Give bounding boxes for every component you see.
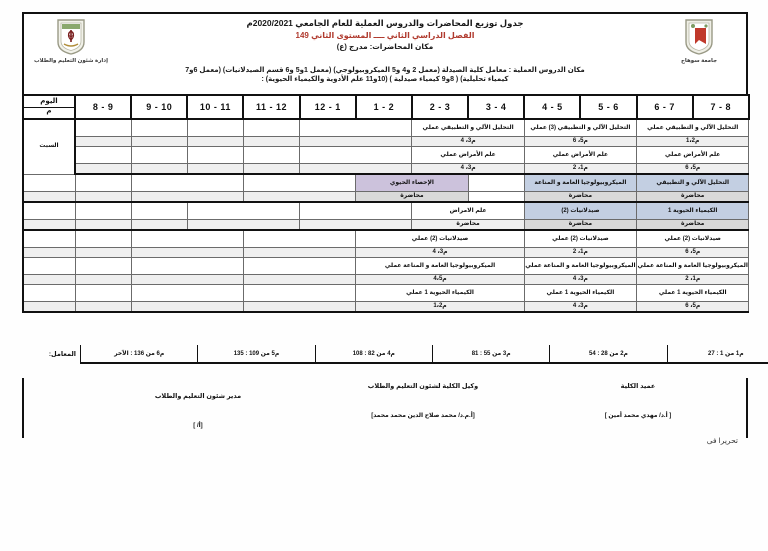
session-group-cell: محاضرة	[524, 192, 636, 203]
table-row	[23, 119, 749, 137]
session-cell	[75, 258, 131, 275]
faculty-logo-block	[28, 18, 114, 64]
session-cell	[300, 202, 412, 220]
signature-name: [أ/ ]	[193, 423, 203, 429]
session-cell: الكيمياء الحيوية 1 عملي	[637, 285, 749, 302]
crest-faculty-of-pharmacy-icon	[56, 18, 86, 56]
time-slot-header: 4 - 3	[468, 95, 524, 119]
lab-section-range: م5 من 109 : 135	[198, 345, 315, 363]
session-cell: علم الأمراض عملي	[637, 147, 749, 164]
session-cell: التحليل الآلي و التطبيقي عملي	[637, 119, 749, 137]
session-group-cell	[23, 302, 75, 313]
table-row	[23, 147, 749, 164]
session-group-cell	[75, 248, 131, 258]
session-cell: الميكروبيولوجيا العامة و المناعة عملي	[356, 258, 524, 275]
session-cell: صيدلانيات (2) عملي	[524, 230, 636, 248]
signature-title: وكيل الكلية لشئون التعليم والطلاب	[367, 383, 479, 390]
session-group-cell	[243, 137, 299, 147]
session-cell: الميكروبيولوجيا العامة و المناعة عملي	[637, 258, 749, 275]
signature-block-dean	[548, 382, 728, 419]
university-logo-block	[656, 18, 742, 64]
session-group-cell: م3، 4	[356, 248, 524, 258]
signature-title: مدير شئون التعليم والطلاب	[154, 393, 242, 400]
session-cell: الميكروبيولوجيا العامة و المناعة عملي	[524, 258, 636, 275]
session-group-cell: محاضرة	[356, 192, 468, 203]
session-cell	[75, 202, 131, 220]
session-cell	[75, 285, 131, 302]
session-cell	[243, 147, 299, 164]
session-group-cell	[131, 192, 243, 203]
lab-sections-label: المعامل:	[48, 351, 76, 358]
session-group-cell: م4،5	[356, 275, 524, 285]
session-group-cell: محاضرة	[637, 192, 749, 203]
lab-sections-strip	[22, 345, 768, 364]
session-group-cell: م5، 6	[524, 137, 636, 147]
signature-name: [أ.م.د/ محمد صلاح الدين محمد محمد]	[371, 413, 475, 419]
signature-title: عميد الكلية	[620, 383, 656, 390]
time-slot-header: 5 - 4	[524, 95, 580, 119]
session-group-cell	[243, 302, 355, 313]
session-cell	[75, 174, 131, 192]
day-column-header: اليوم م	[23, 95, 75, 119]
session-cell	[23, 174, 75, 192]
session-group-cell: م3، 4	[412, 164, 524, 175]
session-cell	[187, 202, 299, 220]
session-cell	[75, 119, 131, 137]
session-cell: صيدلانيات (2) عملي	[637, 230, 749, 248]
session-cell	[23, 202, 75, 220]
session-group-cell: م1، 2	[637, 275, 749, 285]
session-group-cell	[131, 275, 243, 285]
session-cell: علم الامراض	[412, 202, 524, 220]
signature-block-education-manager	[98, 392, 298, 429]
labs-line-2: كيمياء تحليلية) ( 8و9 كيمياء صيدلية ) (10و11 علم الأدوية والكيمياء الحيوية) :	[261, 76, 509, 84]
session-cell	[300, 147, 412, 164]
session-cell	[23, 285, 75, 302]
timetable-head	[23, 95, 749, 119]
table-row	[23, 258, 749, 275]
session-group-cell	[23, 275, 75, 285]
session-cell: التحليل الآلي و التطبيقي	[637, 174, 749, 192]
session-group-cell	[23, 220, 75, 231]
session-cell	[131, 258, 243, 275]
session-cell	[23, 230, 75, 248]
time-slot-header: 8 - 7	[693, 95, 749, 119]
table-row	[23, 302, 749, 313]
session-cell	[187, 147, 243, 164]
session-group-cell: م1، 2	[524, 248, 636, 258]
lab-section-range: م2 من 28 : 54	[550, 345, 667, 363]
session-group-cell	[187, 164, 243, 175]
session-group-cell	[131, 248, 243, 258]
session-group-cell	[23, 192, 75, 203]
session-cell	[468, 174, 524, 192]
session-cell: الإحصاء الحيوي	[356, 174, 468, 192]
session-group-cell	[75, 275, 131, 285]
session-group-cell: م1، 2	[524, 164, 636, 175]
session-cell: التحليل الآلي و التطبيقي (3) عملي	[524, 119, 636, 137]
time-slot-header: 3 - 2	[412, 95, 468, 119]
session-group-cell: م3، 4	[524, 302, 636, 313]
labs-place-block	[28, 66, 742, 85]
time-slot-header: 6 - 5	[580, 95, 636, 119]
department-label: إدارة شئون التعليم والطلاب	[34, 58, 108, 64]
session-cell	[131, 174, 243, 192]
session-group-cell	[187, 220, 299, 231]
header-title-block	[114, 18, 656, 53]
session-cell: التحليل الآلي و التطبيقي عملي	[412, 119, 524, 137]
lab-section-range: م3 من 55 : 81	[432, 345, 549, 363]
time-slot-header: 11 - 10	[187, 95, 243, 119]
session-group-cell	[300, 164, 412, 175]
session-group-cell	[187, 137, 243, 147]
signature-name: [ أ.د/ مهدي محمد أمين ]	[604, 413, 672, 419]
session-group-cell	[75, 192, 131, 203]
table-row	[23, 174, 749, 192]
table-row	[23, 275, 749, 285]
session-cell	[243, 258, 355, 275]
table-row	[23, 192, 749, 203]
session-cell: صيدلانيات (2)	[524, 202, 636, 220]
session-group-cell	[75, 164, 131, 175]
lab-section-range: م4 من 82 : 108	[315, 345, 432, 363]
session-cell: الكيمياء الحيوية 1	[637, 202, 749, 220]
footer-right-rule	[746, 378, 748, 438]
session-cell	[187, 119, 243, 137]
session-cell	[243, 285, 355, 302]
time-slot-header: 2 - 1	[356, 95, 412, 119]
table-row	[23, 137, 749, 147]
time-slot-header: 9 - 8	[75, 95, 131, 119]
session-group-cell	[243, 248, 355, 258]
document-title: جدول توزيع المحاضرات والدروس العملية للعام الجامعي 2020/2021م	[246, 18, 524, 28]
session-cell: صيدلانيات (2) عملي	[356, 230, 524, 248]
lab-section-range: م6 من 136 : الآخر	[81, 345, 198, 363]
session-cell	[243, 230, 355, 248]
session-group-cell	[243, 192, 355, 203]
day-name-cell: السبت	[23, 119, 75, 174]
session-group-cell: م3، 4	[524, 275, 636, 285]
crest-sohag-university-icon	[684, 18, 714, 56]
table-row	[23, 220, 749, 231]
time-slot-header: 12 - 11	[243, 95, 299, 119]
table-row	[23, 230, 749, 248]
session-cell: علم الأمراض عملي	[412, 147, 524, 164]
session-cell	[23, 258, 75, 275]
table-row	[23, 248, 749, 258]
time-slot-header: 1 - 12	[300, 95, 356, 119]
timetable-body	[23, 119, 749, 312]
session-group-cell	[243, 164, 299, 175]
session-group-cell	[300, 220, 412, 231]
session-cell	[131, 119, 187, 137]
session-cell: علم الأمراض عملي	[524, 147, 636, 164]
session-group-cell: م1،2	[356, 302, 524, 313]
session-cell	[75, 147, 131, 164]
document-header	[22, 12, 748, 94]
session-group-cell	[75, 137, 131, 147]
document-subtitle: الفصل الدراسي الثاني ــــ المستوى الثاني 149	[295, 30, 475, 40]
timetable-grid	[22, 94, 750, 313]
session-cell	[131, 285, 243, 302]
document-footer	[22, 378, 748, 468]
session-cell	[131, 147, 187, 164]
lab-section-range: م1 من 1 : 27	[667, 345, 768, 363]
session-cell	[300, 119, 412, 137]
session-group-cell: م5، 6	[637, 248, 749, 258]
lecture-place: مكان المحاضرات: مدرج (ع)	[336, 42, 434, 51]
session-group-cell: م5، 6	[637, 164, 749, 175]
labs-line-1: مكان الدروس العملية : معامل كلية الصيدلة (معمل 2 و4 و5 الميكروبيولوجي) (معمل 1و5 و6 قسم الصيدلانيات) (معمل 6و7	[185, 67, 585, 74]
footer-left-rule	[22, 378, 24, 438]
written-on-label: تحريرا فى	[706, 436, 738, 445]
time-slot-header: 7 - 6	[637, 95, 693, 119]
session-group-cell: م5، 6	[637, 302, 749, 313]
session-group-cell	[131, 164, 187, 175]
time-slot-header: 10 - 9	[131, 95, 187, 119]
session-cell: الكيمياء الحيوية 1 عملي	[524, 285, 636, 302]
session-cell	[131, 230, 243, 248]
session-group-cell	[468, 192, 524, 203]
session-group-cell	[131, 137, 187, 147]
session-cell: الميكروبيولوجيا العامة و المناعة	[524, 174, 636, 192]
table-row	[23, 285, 749, 302]
session-group-cell	[131, 302, 243, 313]
session-group-cell	[23, 248, 75, 258]
session-group-cell	[243, 275, 355, 285]
session-group-cell: محاضرة	[524, 220, 636, 231]
session-cell	[243, 119, 299, 137]
session-group-cell	[75, 302, 131, 313]
table-row	[23, 202, 749, 220]
session-group-cell: محاضرة	[412, 220, 524, 231]
session-group-cell	[300, 137, 412, 147]
session-group-cell	[75, 220, 131, 231]
session-cell: الكيمياء الحيوية 1 عملي	[356, 285, 524, 302]
session-group-cell: محاضرة	[637, 220, 749, 231]
university-label: جامعة سوهاج	[680, 58, 718, 64]
table-row	[23, 164, 749, 175]
session-group-cell: م1،2	[637, 137, 749, 147]
session-cell	[243, 174, 355, 192]
signature-block-vice-dean	[323, 382, 523, 419]
session-cell	[75, 230, 131, 248]
session-group-cell: م3، 4	[412, 137, 524, 147]
session-cell	[131, 202, 187, 220]
session-group-cell	[131, 220, 187, 231]
